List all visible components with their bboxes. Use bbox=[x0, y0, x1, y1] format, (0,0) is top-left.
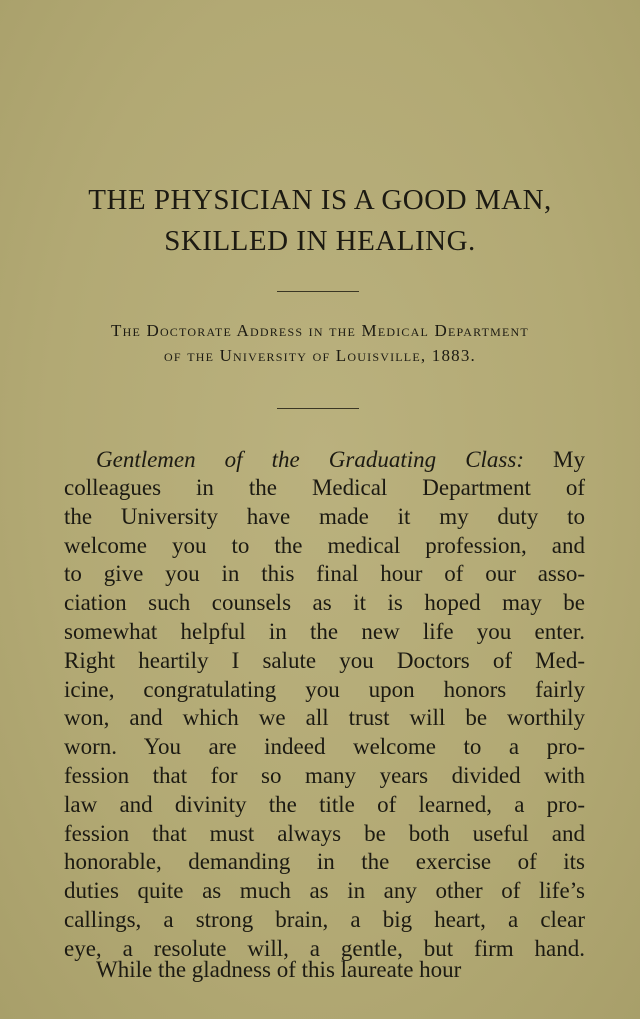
salutation: Gentlemen of the Graduating Class: bbox=[96, 447, 524, 472]
body-line: eye, a resolute will, a gentle, but firm hand. bbox=[64, 935, 585, 961]
title-line-1: THE PHYSICIAN IS A GOOD MAN, bbox=[88, 184, 552, 216]
body-line: callings, a strong brain, a big heart, a clear bbox=[64, 907, 585, 932]
subtitle-line-1: The Doctorate Address in the Medical Department bbox=[111, 321, 529, 340]
body-line: worn. You are indeed welcome to a pro- bbox=[64, 734, 585, 760]
body-line: ciation such counsels as it is hoped may be bbox=[64, 590, 585, 616]
body-line: welcome you to the medical profession, and bbox=[64, 532, 585, 558]
divider-top bbox=[277, 291, 359, 292]
body-line: fession that must always be both useful and bbox=[64, 820, 585, 846]
body-line: colleagues in the Medical Department of bbox=[64, 475, 585, 500]
salutation-continuation: My bbox=[553, 447, 585, 472]
body-line: icine, congratulating you upon honors fairly bbox=[64, 676, 585, 702]
body-line: to give you in this final hour of our asso- bbox=[64, 561, 585, 587]
body-line: honorable, demanding in the exercise of its bbox=[64, 849, 585, 875]
divider-bottom bbox=[277, 408, 359, 409]
body-line: fession that for so many years divided with bbox=[64, 763, 585, 788]
body-line: somewhat helpful in the new life you enter. bbox=[64, 619, 585, 644]
body-line: law and divinity the title of learned, a pro- bbox=[64, 791, 585, 817]
body-line-salutation bbox=[96, 446, 585, 474]
body-line: Right heartily I salute you Doctors of Med- bbox=[64, 647, 585, 673]
body-line-last: While the gladness of this laureate hour bbox=[96, 957, 462, 982]
body-line: duties quite as much as in any other of life’s bbox=[64, 878, 585, 904]
title-line-2: SKILLED IN HEALING. bbox=[164, 225, 476, 257]
subtitle-line-2: of the University of Louisville, 1883. bbox=[164, 346, 476, 365]
body-line: won, and which we all trust will be worthily bbox=[64, 705, 585, 731]
body-line: the University have made it my duty to bbox=[64, 503, 585, 529]
